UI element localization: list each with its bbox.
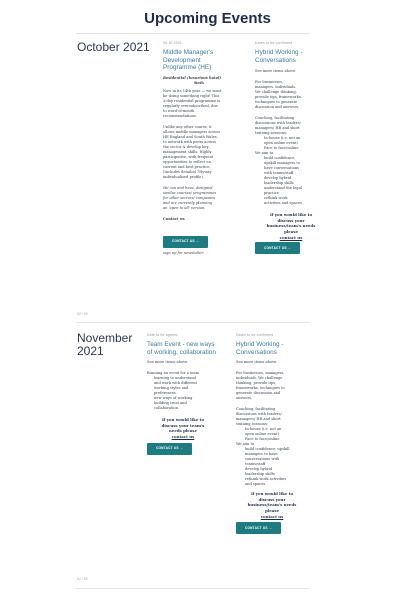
event-description-b: Unlike any other course, it allows middle managers across HE England and South Wales, to network with peers across the sector & develop key management skills. Highly participative, with frequent opportunities to reflect on current and best practice. (Includes detailed 7Hyway individualised profile). [163, 124, 221, 179]
aim-label: We aim to [236, 442, 255, 447]
month-heading-november: November 2021 [77, 331, 133, 358]
format-list: In-house (i.e. not an open online event) Face to face/online [245, 427, 282, 442]
contact-us-button[interactable]: CONTACT US → [255, 242, 300, 254]
month-heading-october: October 2021 [77, 40, 150, 54]
event-date: 05.10.2021 [163, 41, 182, 45]
aim-label: We aim to [255, 151, 274, 156]
event-date: Date to be agreed [147, 333, 178, 337]
contact-us-link[interactable]: contact us [260, 513, 284, 519]
contact-us-button[interactable]: CONTACT US → [236, 522, 281, 534]
event-title: Team Event - new ways of working, collaboration [147, 341, 216, 356]
event-card-team-event [147, 333, 219, 455]
slide-counter: 02 / 02 [77, 312, 88, 316]
event-description-c: We can and have, designed similar courses/ programmes for other sectors/ companies and are currently planning an 'open to all' version. [163, 185, 217, 210]
contact-us-link[interactable]: contact us [279, 234, 303, 240]
contact-us-link[interactable]: contact us [171, 433, 195, 439]
contact-prompt: If you would like to discuss your business/team's needs please contact us [255, 212, 327, 240]
slide-counter: 02 / 02 [77, 577, 88, 581]
event-card-hybrid-working-october [255, 41, 327, 254]
event-date: Dates to be confirmed [255, 41, 293, 45]
section-divider [76, 322, 310, 323]
see-more-text: See more items above. [236, 360, 278, 365]
event-description-a: Running an event for a team learning to understand and work with different working styles and preferences new ways of working building trust and collaboration [147, 371, 200, 411]
event-description-a: Now in its 14th year — we must be doing something right! This 3-day residential programme is regularly oversubscribed, due to word-of-mouth recommendations. [163, 88, 222, 118]
contact-us-link[interactable]: Contact us [163, 216, 185, 221]
aims-list: build confidence, upskill managers to have conversations with teams/staff develop hybrid leadership skills understand the legal practice rethink work activities and spaces. [264, 156, 303, 206]
see-more-text: See more items above. [255, 69, 297, 74]
event-description-a: For businesses, managers, individuals. We challenge thinking, provide tips, frameworks, techniques to generate discussion and answers. [255, 80, 302, 110]
event-description-a: For businesses, managers, individuals. We challenge thinking, provide tips, frameworks, techniques to generate discussion and answers. [236, 371, 285, 401]
aims-list: build confidence, upskill managers to have conversations with teams/staff develop hybrid leadership skills rethink work activities and spaces. [245, 447, 290, 487]
see-more-text: See more items above. [147, 360, 189, 365]
page-title: Upcoming Events [144, 10, 271, 27]
newsletter-link[interactable]: sign up for newsletter. [163, 250, 204, 255]
event-card-hybrid-working-november [236, 333, 308, 534]
contact-us-button[interactable]: CONTACT US → [163, 236, 208, 248]
format-list: In-house (i.e. not an open online event) Face to face/online [264, 136, 301, 151]
event-description-b: Coaching, facilitating discussions with leaders/ managers/ HR and short training sessions: [255, 116, 301, 136]
event-title: Middle Manager's Development Programme (HE) [163, 49, 214, 72]
contact-prompt: If you would like to discuss your team's needs please contact us [147, 417, 219, 439]
event-title: Hybrid Working - Conversations [236, 341, 284, 356]
event-card-middle-managers [163, 41, 235, 256]
event-subtitle: Residential (luxurious hotel) [163, 75, 222, 80]
contact-us-button[interactable]: CONTACT US → [147, 443, 192, 455]
section-divider [76, 33, 310, 34]
contact-prompt: If you would like to discuss your business/team's needs please contact us [236, 491, 308, 519]
section-divider [76, 588, 310, 589]
event-location: Bath [194, 80, 204, 85]
event-date: Dates to be confirmed [236, 333, 274, 337]
event-title: Hybrid Working - Conversations [255, 49, 303, 64]
event-description-b: Coaching, facilitating discussions with leaders/ managers/ HR and short training sessions: [236, 407, 282, 427]
